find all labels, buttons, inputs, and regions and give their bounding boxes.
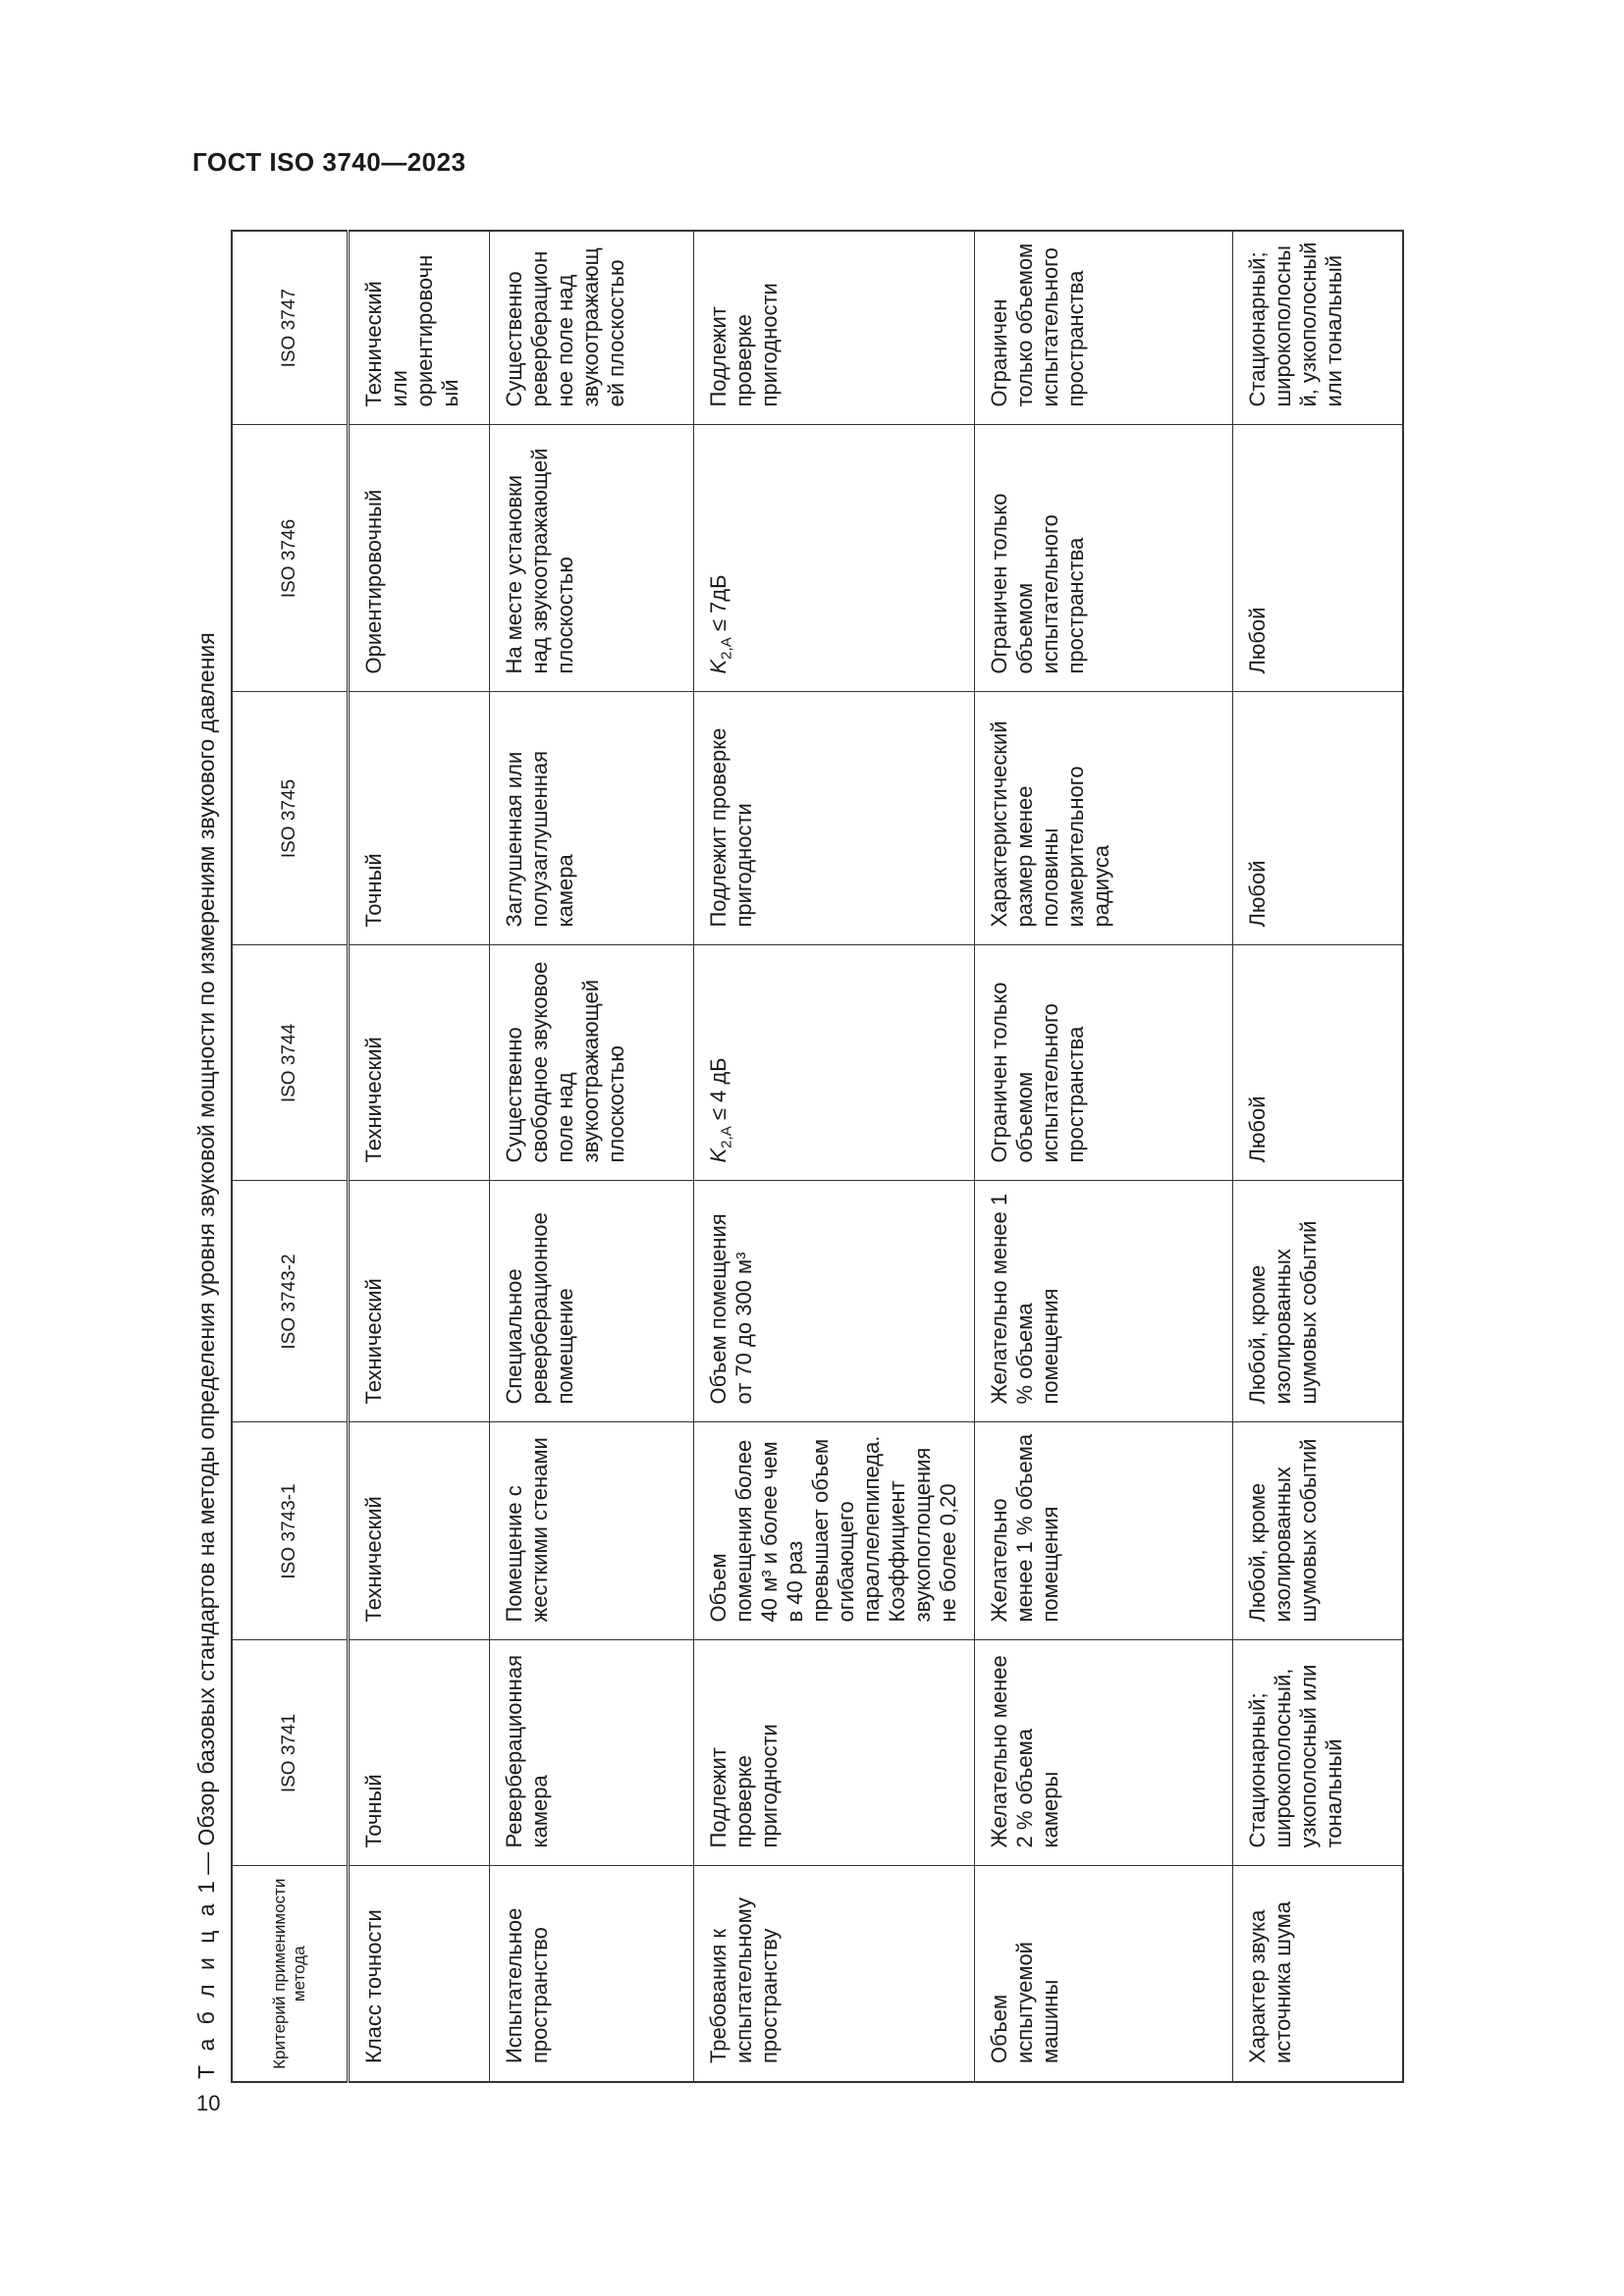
table-cell: Ограничен только объемом испытательного пространства: [974, 945, 1232, 1181]
table-cell: Характер звука источника шума: [1232, 1866, 1403, 2082]
table-row: [489, 231, 693, 2082]
table-row: [974, 231, 1232, 2082]
table-cell: Объем помещения более 40 м³ и более чем в 40 раз превышает объем огибающего параллелепипеда. Коэффициент звукопоглощения не более 0,20: [693, 1422, 974, 1640]
table-cell: Помещение с жесткими стенами: [489, 1422, 693, 1640]
header-iso-3743-1: ISO 3743-1: [232, 1422, 348, 1640]
header-iso-3744: ISO 3744: [232, 945, 348, 1181]
table-cell: Желательно менее 1 % объема помещения: [974, 1422, 1232, 1640]
header-iso-3741: ISO 3741: [232, 1640, 348, 1866]
table-cell: Объем испытуемой машины: [974, 1866, 1232, 2082]
table-cell: Класс точности: [348, 1866, 489, 2082]
table-cell: Существенно реверберационное поле над звукоотражающей плоскостью: [489, 231, 693, 425]
table-cell: Любой, кроме изолированных шумовых событий: [1232, 1422, 1403, 1640]
iso-methods-table: [231, 230, 1404, 2083]
table-cell: Ограничен только объемом испытательного пространства: [974, 231, 1232, 425]
table-cell: Любой, кроме изолированных шумовых событий: [1232, 1181, 1403, 1422]
k-relation: ≤ 4 дБ: [705, 1057, 731, 1127]
header-iso-3743-2: ISO 3743-2: [232, 1181, 348, 1422]
table-cell: Желательно менее 2 % объема камеры: [974, 1640, 1232, 1866]
table-cell: Объем помещения от 70 до 300 м³: [693, 1181, 974, 1422]
header-iso-3746: ISO 3746: [232, 425, 348, 692]
document-header: ГОСТ ISO 3740—2023: [192, 147, 466, 177]
table-cell: Технический: [348, 1422, 489, 1640]
table-cell-k2a-3744: [693, 945, 974, 1181]
table-cell: На месте установки над звукоотражающей плоскостью: [489, 425, 693, 692]
rotated-table-block: [191, 232, 1402, 2083]
k-subscript: 2,A: [717, 1126, 734, 1148]
header-iso-3747: ISO 3747: [232, 231, 348, 425]
table-row: [348, 231, 489, 2082]
table-cell: Ориентировочный: [348, 425, 489, 692]
table-row: [693, 231, 974, 2082]
table-cell: Реверберационная камера: [489, 1640, 693, 1866]
table-cell: Технический: [348, 1181, 489, 1422]
table-cell-k2a-3746: [693, 425, 974, 692]
table-cell: Технический или ориентировочный: [348, 231, 489, 425]
k-symbol: K: [705, 659, 731, 674]
table-cell: Любой: [1232, 692, 1403, 945]
table-cell: Специальное реверберационное помещение: [489, 1181, 693, 1422]
page-number: 10: [196, 2091, 221, 2115]
table-row: [1232, 231, 1403, 2082]
table-cell: Характеристический размер менее половины измерительного радиуса: [974, 692, 1232, 945]
table-cell: Подлежит проверке пригодности: [693, 1640, 974, 1866]
table-cell: Желательно менее 1 % объема помещения: [974, 1181, 1232, 1422]
table-cell: Существенно свободное звуковое поле над звукоотражающей плоскостью: [489, 945, 693, 1181]
table-cell: Стационарный; широкополосный, узкополосный или тональный: [1232, 1640, 1403, 1866]
table-caption: [191, 234, 221, 2079]
table-cell: Испытательное пространство: [489, 1866, 693, 2082]
table-cell: Ограничен только объемом испытательного пространства: [974, 425, 1232, 692]
table-header-row: [232, 231, 348, 2082]
k-symbol: K: [705, 1148, 731, 1163]
caption-label: Т а б л и ц а: [193, 1899, 219, 2079]
k-subscript: 2,A: [717, 637, 734, 660]
header-iso-3745: ISO 3745: [232, 692, 348, 945]
caption-text: 1 — Обзор базовых стандартов на методы определения уровня звуковой мощности по измерениям звукового давления: [193, 632, 219, 1900]
table-cell: Подлежит проверке пригодности: [693, 231, 974, 425]
table-cell: Подлежит проверке пригодности: [693, 692, 974, 945]
header-criterion: Критерий применимости метода: [232, 1866, 348, 2082]
table-cell: Любой: [1232, 425, 1403, 692]
table-cell: Стационарный; широкополосный, узкополосный или тональный: [1232, 231, 1403, 425]
table-cell: Точный: [348, 1640, 489, 1866]
table-cell: Точный: [348, 692, 489, 945]
table-cell: Технический: [348, 945, 489, 1181]
table-cell: Требования к испытательному пространству: [693, 1866, 974, 2082]
k-relation: ≤ 7дБ: [705, 574, 731, 638]
table-cell: Любой: [1232, 945, 1403, 1181]
table-cell: Заглушенная или полузаглушенная камера: [489, 692, 693, 945]
